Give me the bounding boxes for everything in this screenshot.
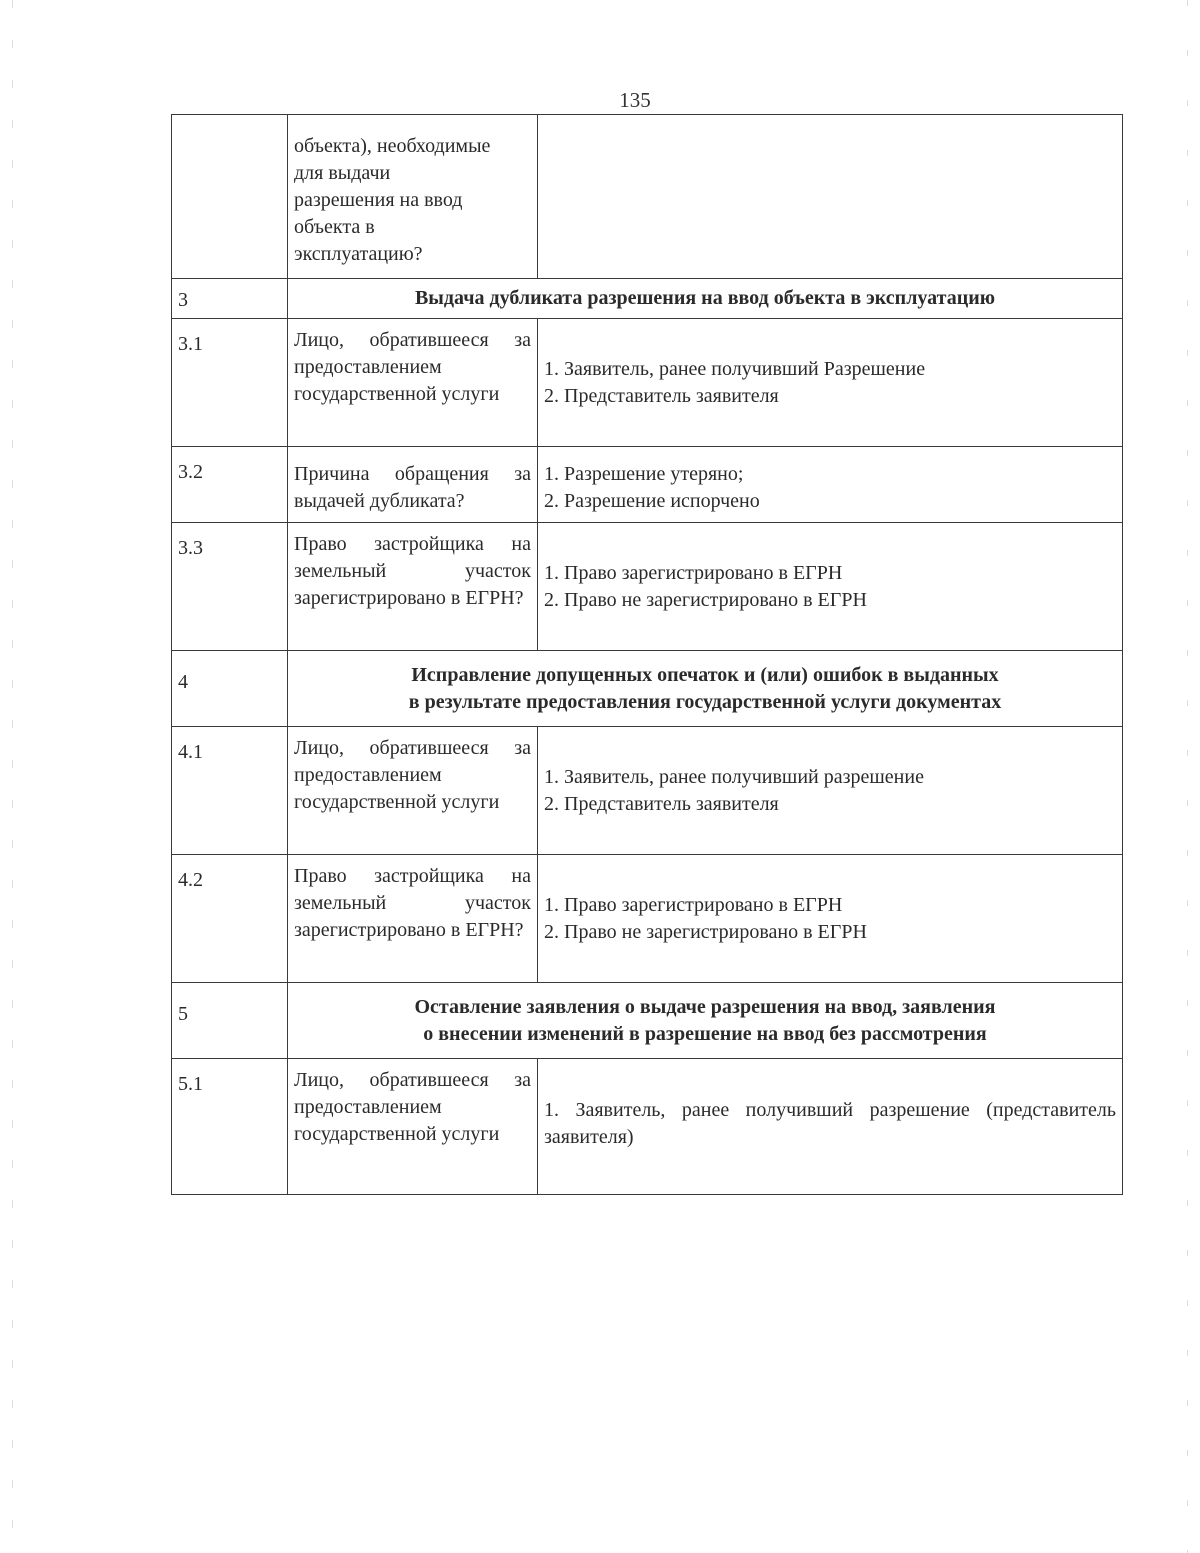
table-row	[172, 115, 1123, 279]
row-number-cell: 5.1	[172, 1059, 288, 1195]
table-row	[172, 727, 1123, 855]
question-cell: Лицо, обратившееся за предоставлением государственной услуги	[288, 727, 538, 855]
row-number-cell: 3.1	[172, 319, 288, 447]
services-table	[171, 114, 1123, 1195]
question-cell: Лицо, обратившееся за предоставлением государственной услуги	[288, 1059, 538, 1195]
table-row	[172, 447, 1123, 523]
answer-line: 1. Заявитель, ранее получивший разрешение	[544, 765, 924, 788]
question-cell: Право застройщика на земельный участок зарегистрировано в ЕГРН?	[288, 855, 538, 983]
answer-line: 2. Разрешение испорчено	[544, 490, 760, 512]
table-row	[172, 319, 1123, 447]
table-row	[172, 1059, 1123, 1195]
section-title	[288, 983, 1123, 1059]
section-number: 5	[172, 983, 288, 1059]
answer-line: 2. Право не зарегистрировано в ЕГРН	[544, 920, 867, 943]
answer-cell	[538, 319, 1123, 447]
scan-edge-left	[12, 0, 13, 1553]
section-title-line: Оставление заявления о выдаче разрешения на ввод, заявления	[414, 995, 996, 1018]
section-title-line: в результате предоставления государственной услуги документах	[408, 690, 1002, 713]
answer-line: 1. Заявитель, ранее получивший Разрешение	[544, 357, 926, 380]
question-line: эксплуатацию?	[294, 243, 423, 265]
answer-line: 2. Право не зарегистрировано в ЕГРН	[544, 588, 867, 611]
table-row	[172, 523, 1123, 651]
question-cell	[288, 115, 538, 279]
answer-line: 1. Право зарегистрировано в ЕГРН	[544, 893, 843, 916]
row-number-cell: 3.2	[172, 447, 288, 523]
answer-cell	[538, 115, 1123, 279]
section-row	[172, 279, 1123, 319]
answer-line: 2. Представитель заявителя	[544, 384, 779, 407]
question-cell: Причина обращения за выдачей дубликата?	[288, 447, 538, 523]
answer-cell	[538, 447, 1123, 523]
question-cell: Лицо, обратившееся за предоставлением государственной услуги	[288, 319, 538, 447]
answer-line: 1. Право зарегистрировано в ЕГРН	[544, 561, 843, 584]
answer-cell	[538, 855, 1123, 983]
row-number-cell: 3.3	[172, 523, 288, 651]
section-row	[172, 651, 1123, 727]
section-title-line: Исправление допущенных опечаток и (или) ошибок в выданных	[411, 663, 999, 686]
row-number-cell	[172, 115, 288, 279]
row-number-cell: 4.2	[172, 855, 288, 983]
answer-cell	[538, 523, 1123, 651]
answer-cell: 1. Заявитель, ранее получивший разрешение (представитель заявителя)	[538, 1059, 1123, 1195]
table-row	[172, 855, 1123, 983]
scan-edge-right	[1187, 0, 1188, 1553]
page-number: 135	[619, 88, 651, 112]
question-line: объекта в	[294, 216, 375, 238]
question-line: разрешения на ввод	[294, 189, 463, 211]
section-title	[288, 651, 1123, 727]
answer-line: 1. Разрешение утеряно;	[544, 463, 744, 485]
section-title: Выдача дубликата разрешения на ввод объекта в эксплуатацию	[288, 279, 1123, 319]
answer-cell	[538, 727, 1123, 855]
question-line: объекта), необходимые	[294, 135, 491, 157]
section-row	[172, 983, 1123, 1059]
section-number: 3	[172, 279, 288, 319]
question-cell: Право застройщика на земельный участок зарегистрировано в ЕГРН?	[288, 523, 538, 651]
question-line: для выдачи	[294, 162, 391, 184]
section-title-line: о внесении изменений в разрешение на ввод без рассмотрения	[423, 1022, 987, 1045]
row-number-cell: 4.1	[172, 727, 288, 855]
section-number: 4	[172, 651, 288, 727]
answer-line: 2. Представитель заявителя	[544, 792, 779, 815]
